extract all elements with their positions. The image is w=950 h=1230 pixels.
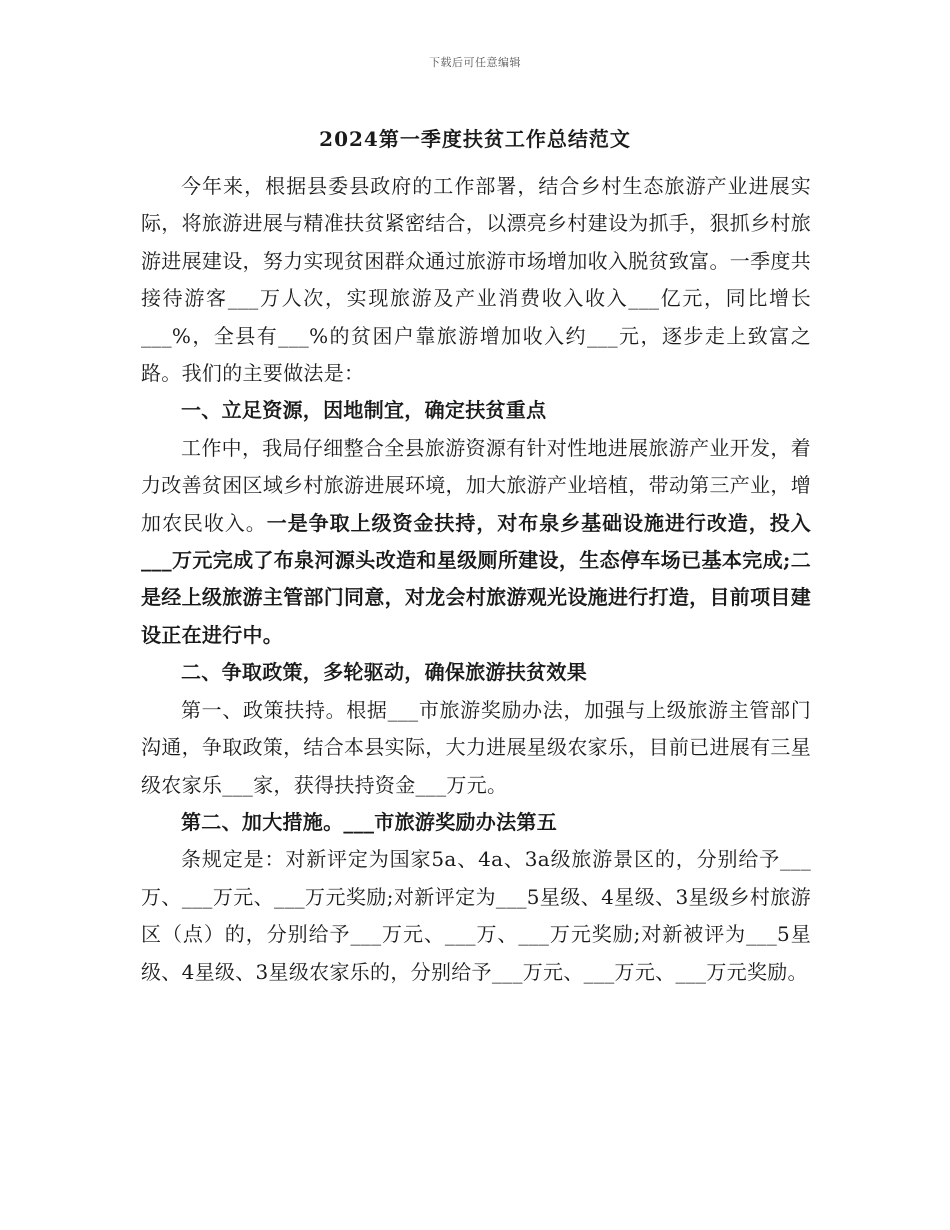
document-title: 2024第一季度扶贫工作总结范文 (319, 127, 631, 151)
section-2-paragraph: 第一、政策扶持。根据___市旅游奖励办法，加强与上级旅游主管部门沟通，争取政策，结合本县实际，大力进展星级农家乐，目前已进展有三星级农家乐___家，获得扶持资金___万元。 (141, 697, 811, 797)
section-1-paragraph (141, 430, 811, 654)
section-1-bold-text: 一是争取上级资金扶持，对布泉乡基础设施进行改造，投入___万元完成了布泉河源头改造和星级厕所建设，生态停车场已基本完成;二是经上级旅游主管部门同意，对龙会村旅游观光设施进行打造，目前项目建设正在进行中。 (141, 510, 811, 647)
section-1-text: 工作中，我局仔细整合全县旅游资源有针对性地进展旅游产业开发，着力改善贫困区域乡村旅游进展环境，加大旅游产业培植，带动第三产业，增加农民收入。 (141, 435, 811, 535)
intro-paragraph: 今年来，根据县委县政府的工作部署，结合乡村生态旅游产业进展实际，将旅游进展与精准扶贫紧密结合，以漂亮乡村建设为抓手，狠抓乡村旅游进展建设，努力实现贫困群众通过旅游市场增加收入脱贫致富。一季度共接待游客___万人次，实现旅游及产业消费收入收入___亿元，同比增长___%，全县有___%的贫困户靠旅游增加收入约___元，逐步走上致富之路。我们的主要做法是： (141, 174, 811, 386)
header-note: 下载后可任意编辑 (429, 56, 521, 69)
section-heading-1: 一、立足资源，因地制宜，确定扶贫重点 (181, 398, 547, 423)
section-heading-3: 第二、加大措施。___市旅游奖励办法第五 (181, 809, 557, 834)
section-heading-2: 二、争取政策，多轮驱动，确保旅游扶贫效果 (181, 660, 587, 685)
document-body (141, 168, 811, 991)
section-3-paragraph: 条规定是：对新评定为国家5a、4a、3a级旅游景区的，分别给予___万、___万元、___万元奖励;对新评定为___5星级、4星级、3星级乡村旅游区（点）的，分别给予___万元、___万、___万元奖励;对新被评为___5星级、4星级、3星级农家乐的，分别给予___万元、___万元、___万元奖励。 (141, 847, 811, 984)
